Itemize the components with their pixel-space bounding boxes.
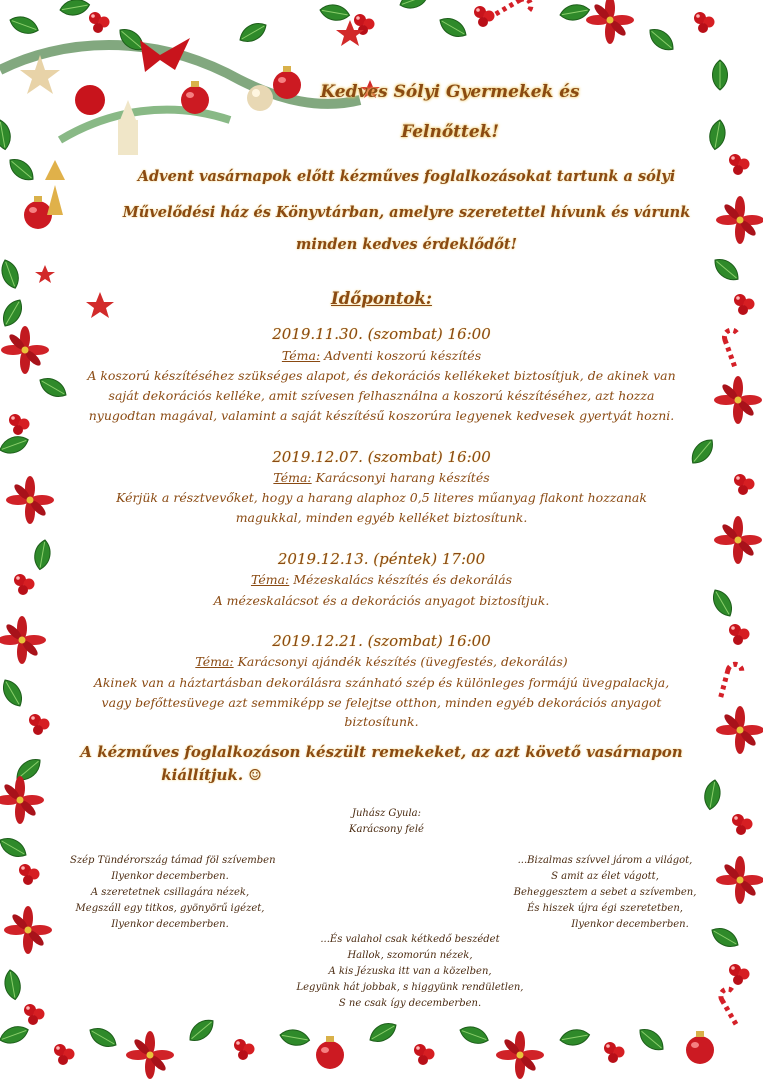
poem-author: Juhász Gyula:	[351, 808, 422, 819]
event-desc-line: nyugodtan magával, valamint a saját készítésű koszorúra legyenek kedvesek gyertyát hozni.	[88, 408, 675, 423]
topic-text: Karácsonyi harang készítés	[315, 470, 490, 485]
event-date: 2019.11.30. (szombat) 16:00	[272, 325, 491, 343]
event-date: 2019.12.21. (szombat) 16:00	[272, 632, 491, 650]
section-title: Időpontok:	[331, 289, 432, 308]
poem-left-line: Megszáll egy titkos, gyönyörű igézet,	[75, 903, 265, 914]
event-topic	[0, 348, 763, 363]
event-topic	[0, 572, 763, 587]
poem-center-line: Hallok, szomorún nézek,	[347, 950, 473, 961]
closing-line: kiállítjuk. ☺	[161, 766, 262, 784]
topic-text: Mézeskalács készítés és dekorálás	[293, 572, 513, 587]
poem-center-line: Legyünk hát jobbak, s higgyünk rendületlen,	[296, 982, 524, 993]
poem-right-line: Ilyenkor decemberben.	[571, 919, 689, 930]
intro-line: Advent vasárnapok előtt kézműves foglalkozásokat tartunk a sólyi	[137, 168, 676, 185]
event-desc-line: vagy befőttesüvege azt semmiképp se felejtse otthon, minden egyéb dekorációs anyagot	[101, 695, 662, 710]
event-topic	[0, 654, 763, 669]
event-desc-line: A koszorú készítéséhez szükséges alapot, és dekorációs kellékeket biztosítjuk, de akinek van	[87, 368, 676, 383]
topic-label: Téma:	[195, 654, 234, 669]
intro-line: Művelődési ház és Könyvtárban, amelyre szeretettel hívunk és várunk	[122, 204, 691, 221]
heading-line-1: Kedves Sólyi Gyermekek és	[320, 82, 580, 102]
topic-text: Karácsonyi ajándék készítés (üvegfestés, dekorálás)	[237, 654, 568, 669]
poem-right-line: S amit az élet vágott,	[551, 871, 659, 882]
poem-left-line: Szép Tündérország támad föl szívemben	[70, 855, 276, 866]
event-desc-line: saját dekorációs kelléke, amit szívesen felhasználna a koszorú készítéséhez, azt hozza	[108, 388, 655, 403]
topic-label: Téma:	[250, 572, 290, 587]
event-desc-line: biztosítunk.	[344, 714, 419, 729]
heading-line-2: Felnőttek!	[401, 122, 499, 142]
poem-left-line: Ilyenkor decemberben.	[111, 919, 229, 930]
event-desc-line: Kérjük a résztvevőket, hogy a harang alaphoz 0,5 literes műanyag flakont hozzanak	[116, 490, 647, 505]
topic-text: Adventi koszorú készítés	[324, 348, 482, 363]
poem-left-line: Ilyenkor decemberben.	[111, 871, 229, 882]
topic-label: Téma:	[273, 470, 312, 485]
poem-right-line: Beheggesztem a sebet a szívemben,	[513, 887, 697, 898]
intro-line: minden kedves érdeklődőt!	[296, 236, 517, 253]
event-desc-line: A mézeskalácsot és a dekorációs anyagot biztosítjuk.	[213, 593, 550, 608]
event-desc-line: Akinek van a háztartásban dekorálásra szánható szép és különleges formájú üvegpalackja,	[93, 675, 670, 690]
event-topic	[0, 470, 763, 485]
closing-line: A kézműves foglalkozáson készült remekeket, az azt követő vasárnapon	[80, 743, 683, 761]
poem-title: Karácsony felé	[349, 824, 424, 835]
event-date: 2019.12.07. (szombat) 16:00	[272, 448, 491, 466]
event-desc-line: magukkal, minden egyéb kelléket biztosítunk.	[235, 510, 528, 525]
event-date: 2019.12.13. (péntek) 17:00	[277, 550, 486, 568]
poem-right-line: ...Bizalmas szívvel járom a világot,	[517, 855, 693, 866]
poem-right-line: És hiszek újra égi szeretetben,	[527, 903, 683, 914]
poem-center-line: S ne csak így decemberben.	[338, 998, 482, 1009]
poem-center-line: ...És valahol csak kétkedő beszédet	[320, 934, 500, 945]
topic-label: Téma:	[281, 348, 321, 363]
poem-left-line: A szeretetnek csillagára nézek,	[90, 887, 250, 898]
poem-center-line: A kis Jézuska itt van a közelben,	[328, 966, 492, 977]
